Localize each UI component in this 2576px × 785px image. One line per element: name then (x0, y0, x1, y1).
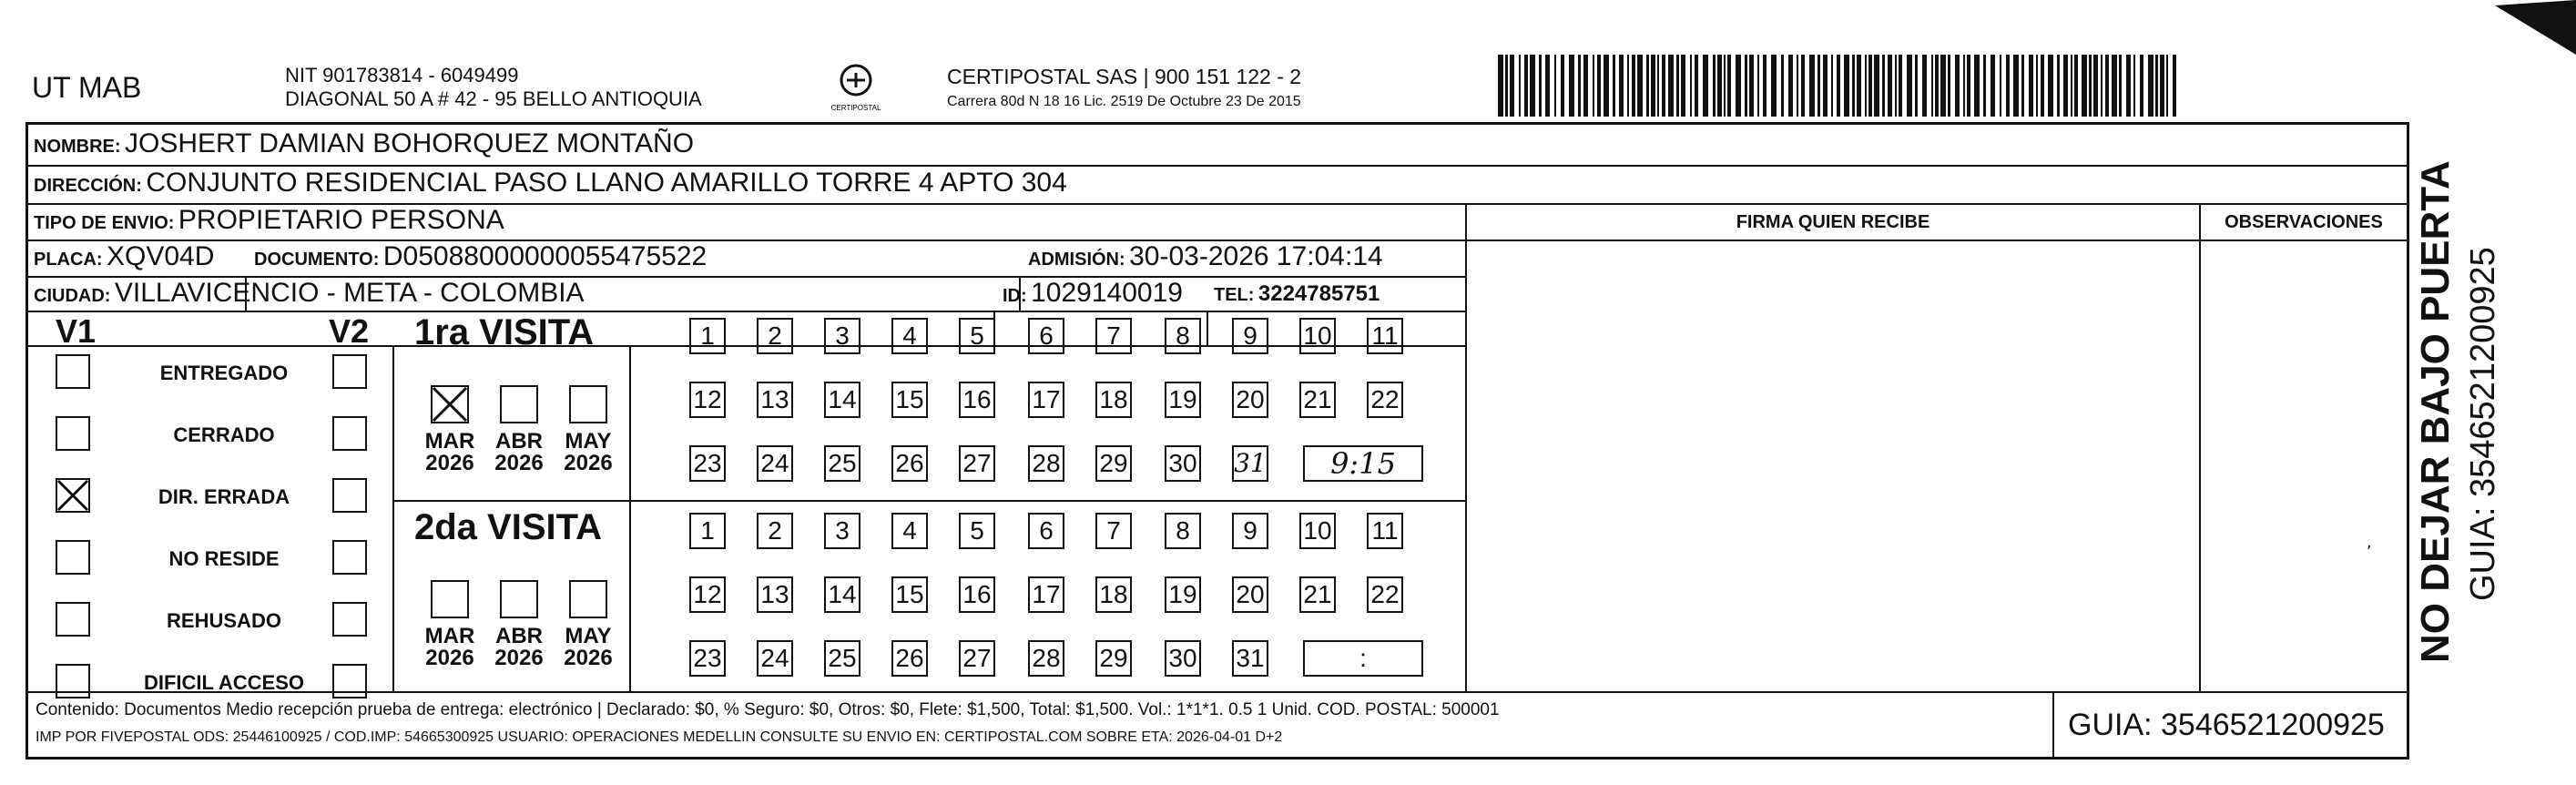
status-label: NO RESIDE (168, 547, 280, 570)
day-cell[interactable]: 14 (824, 382, 860, 418)
month-label (556, 431, 620, 474)
barcode-bar (1681, 55, 1685, 117)
day-cell[interactable]: 16 (959, 576, 995, 613)
barcode-bar (1817, 55, 1820, 117)
day-cell[interactable]: 23 (689, 640, 726, 677)
day-cell[interactable]: 20 (1232, 382, 1268, 418)
barcode-bar (1882, 55, 1885, 117)
sender-address: DIAGONAL 50 A # 42 - 95 BELLO ANTIOQUIA (285, 87, 702, 110)
v1-checkbox[interactable] (56, 664, 90, 698)
month-name: MAY (565, 624, 612, 648)
month-label (418, 431, 482, 474)
barcode-bar (1695, 55, 1698, 117)
barcode-bar (1690, 55, 1692, 117)
barcode-bar (1809, 55, 1815, 117)
day-cell[interactable]: 5 (959, 318, 995, 354)
barcode-bar (1668, 55, 1674, 117)
id-value: 1029140019 (1031, 278, 1183, 308)
barcode-bar (1963, 55, 1965, 117)
month-checkbox[interactable] (500, 580, 538, 618)
day-cell[interactable]: 21 (1299, 576, 1336, 613)
v2-checkbox[interactable] (332, 478, 367, 513)
name-field (34, 128, 694, 159)
print-info-line: IMP POR FIVEPOSTAL ODS: 25446100925 / COD.IMP: 54665300925 USUARIO: OPERACIONES MEDELLIN CONSULTE SU ENVIO EN: CERTIPOSTAL.COM SOBRE ETA: 2026-04-01 D+2 (36, 729, 1283, 745)
day-cell[interactable]: 12 (689, 576, 726, 613)
barcode-bar (1717, 55, 1722, 117)
barcode-bar (1561, 55, 1564, 117)
day-cell[interactable]: 19 (1165, 382, 1201, 418)
v1-checkbox[interactable] (56, 540, 90, 575)
signature-header: FIRMA QUIEN RECIBE (1736, 212, 1930, 232)
v2-checkbox[interactable] (332, 602, 367, 637)
barcode-bar (1619, 55, 1624, 117)
barcode-bar (1935, 55, 1939, 117)
barcode-bar (2082, 55, 2087, 117)
day-cell[interactable]: 3 (824, 318, 860, 354)
admission-field (1028, 241, 1383, 272)
day-cell[interactable]: 24 (757, 640, 793, 677)
certipostal-logo-icon (829, 60, 883, 115)
barcode-bar (1763, 55, 1767, 117)
day-cell[interactable]: 25 (824, 445, 860, 482)
barcode-bar (1852, 55, 1855, 117)
barcode-bar (1888, 55, 1892, 117)
barcode-bar (1837, 55, 1840, 117)
day-cell[interactable]: 1 (689, 318, 726, 354)
barcode-bar (1781, 55, 1784, 117)
v2-checkbox[interactable] (332, 354, 367, 389)
barcode-bar (1578, 55, 1581, 117)
day-cell[interactable]: 19 (1165, 576, 1201, 613)
barcode-bar (1651, 55, 1655, 117)
barcode-bar (1749, 55, 1754, 117)
month-checkbox[interactable] (569, 580, 607, 618)
barcode-bar (1583, 55, 1588, 117)
v1-checkbox[interactable] (56, 602, 90, 637)
nit-line: NIT 901783814 - 6049499 (285, 64, 519, 87)
barcode-bar (1831, 55, 1833, 117)
barcode-bar (1823, 55, 1828, 117)
barcode-bar (1724, 55, 1726, 117)
day-cell[interactable]: 2 (757, 318, 793, 354)
day-cell[interactable]: 4 (891, 513, 928, 549)
barcode-bar (1931, 55, 1933, 117)
sender-info (285, 64, 702, 111)
day-cell[interactable]: 29 (1095, 445, 1132, 482)
day-cell[interactable]: 28 (1028, 445, 1064, 482)
time-field[interactable]: 9:15 (1303, 445, 1423, 482)
barcode-bar (2057, 55, 2060, 117)
observations-header: OBSERVACIONES (2225, 212, 2383, 232)
torn-corner (2495, 0, 2576, 55)
barcode-bar (1857, 55, 1861, 117)
barcode-bar (1632, 55, 1635, 117)
barcode-bar (1646, 55, 1649, 117)
barcode-bar (1505, 55, 1508, 117)
barcode-bar (1895, 55, 1897, 117)
month-year: 2026 (494, 646, 544, 670)
day-cell[interactable]: 2 (757, 513, 793, 549)
month-year: 2026 (564, 646, 613, 670)
barcode-bar (1545, 55, 1550, 117)
barcode-bar (1797, 55, 1798, 117)
license-line: Carrera 80d N 18 16 Lic. 2519 De Octubre 23 De 2015 (947, 94, 1301, 109)
barcode (1498, 55, 2181, 117)
day-cell[interactable]: 8 (1165, 513, 1201, 549)
barcode-bar (2173, 55, 2176, 117)
barcode-bar (1736, 55, 1741, 117)
tel-label: TEL: (1214, 285, 1255, 305)
day-cell[interactable]: 8 (1165, 318, 1201, 354)
day-cell[interactable]: 14 (824, 576, 860, 613)
plate-field (34, 241, 214, 272)
barcode-bar (1637, 55, 1643, 117)
barcode-bar (1948, 55, 1950, 117)
recipient-name: JOSHERT DAMIAN BOHORQUEZ MONTAÑO (125, 128, 695, 158)
city-field (34, 278, 585, 309)
day-cell[interactable]: 3 (824, 513, 860, 549)
barcode-bar (1530, 55, 1535, 117)
org-name: UT MAB (32, 71, 142, 104)
month-name: ABR (495, 624, 543, 648)
month-name: ABR (495, 429, 543, 454)
status-label: REHUSADO (167, 609, 281, 632)
barcode-bar (2160, 55, 2164, 117)
barcode-bar (1967, 55, 1970, 117)
type-label: TIPO DE ENVIO: (34, 213, 175, 233)
day-cell[interactable]: 13 (757, 576, 793, 613)
day-cell[interactable]: 18 (1095, 576, 1132, 613)
barcode-bar (1899, 55, 1902, 117)
day-cell[interactable]: 6 (1028, 318, 1064, 354)
day-cell[interactable]: 9 (1232, 318, 1268, 354)
day-cell[interactable]: 25 (824, 640, 860, 677)
barcode-bar (2148, 55, 2153, 117)
document-value: D05088000000055475522 (382, 241, 708, 271)
day-cell[interactable]: 9 (1232, 513, 1268, 549)
document-field (254, 241, 707, 272)
day-cell[interactable]: 26 (891, 445, 928, 482)
tel-value: 3224785751 (1257, 281, 1380, 306)
tel-field (1214, 281, 1380, 307)
company-line: CERTIPOSTAL SAS | 900 151 122 - 2 (947, 65, 1302, 88)
footer-guia: GUIA: 3546521200925 (2068, 708, 2385, 742)
barcode-bar (2112, 55, 2117, 117)
status-label: CERRADO (173, 423, 275, 446)
month-label (487, 431, 551, 474)
stray-mark: , (2367, 533, 2372, 552)
barcode-bar (1510, 55, 1514, 117)
barcode-bar (1569, 55, 1574, 117)
barcode-bar (1524, 55, 1528, 117)
barcode-bar (1593, 55, 1594, 117)
barcode-bar (2101, 55, 2103, 117)
barcode-bar (2093, 55, 2098, 117)
barcode-bar (1604, 55, 1609, 117)
shipment-type: PROPIETARIO PERSONA (178, 205, 504, 235)
barcode-bar (1788, 55, 1793, 117)
barcode-bar (2013, 55, 2019, 117)
barcode-bar (1874, 55, 1879, 117)
city-label: CIUDAD: (34, 286, 111, 306)
barcode-bar (1676, 55, 1679, 117)
barcode-bar (1662, 55, 1665, 117)
barcode-bar (1940, 55, 1946, 117)
day-cell[interactable]: 16 (959, 382, 995, 418)
day-cell[interactable]: 21 (1299, 382, 1336, 418)
barcode-bar (2071, 55, 2072, 117)
name-label: NOMBRE: (34, 137, 121, 157)
barcode-bar (2119, 55, 2122, 117)
barcode-bar (1498, 55, 1503, 117)
v1-header: V1 (56, 312, 97, 350)
day-cell[interactable]: 10 (1299, 318, 1336, 354)
day-cell[interactable]: 27 (959, 445, 995, 482)
day-cell[interactable]: 12 (689, 382, 726, 418)
day-cell[interactable]: 18 (1095, 382, 1132, 418)
admission-label: ADMISIÓN: (1028, 250, 1125, 270)
day-cell[interactable]: 17 (1028, 382, 1064, 418)
barcode-bar (2166, 55, 2168, 117)
barcode-bar (1703, 55, 1708, 117)
barcode-bar (2000, 55, 2001, 117)
barcode-bar (1757, 55, 1759, 117)
v1-checkbox[interactable] (56, 416, 90, 451)
month-label (418, 626, 482, 669)
barcode-bar (1657, 55, 1659, 117)
barcode-bar (1974, 55, 1980, 117)
day-cell[interactable]: 22 (1367, 576, 1403, 613)
day-cell[interactable]: 23 (689, 445, 726, 482)
barcode-bar (1745, 55, 1747, 117)
barcode-bar (1627, 55, 1629, 117)
month-label (487, 626, 551, 669)
barcode-bar (1539, 55, 1542, 117)
barcode-bar (2140, 55, 2143, 117)
address-label: DIRECCIÓN: (34, 176, 142, 196)
time-field[interactable]: : (1303, 640, 1423, 677)
status-label: ENTREGADO (159, 362, 289, 384)
barcode-bar (1922, 55, 1927, 117)
barcode-bar (2133, 55, 2135, 117)
day-cell[interactable]: 4 (891, 318, 928, 354)
barcode-bar (1519, 55, 1521, 117)
barcode-bar (1801, 55, 1805, 117)
barcode-bar (2063, 55, 2068, 117)
day-cell[interactable]: 11 (1367, 513, 1403, 549)
day-cell[interactable]: 30 (1165, 445, 1201, 482)
day-cell[interactable]: 31 (1232, 640, 1268, 677)
day-cell[interactable]: 17 (1028, 576, 1064, 613)
company-info (947, 64, 1301, 115)
month-name: MAR (424, 624, 475, 648)
day-cell[interactable]: 15 (891, 576, 928, 613)
id-field (1003, 278, 1183, 309)
day-cell[interactable]: 7 (1095, 513, 1132, 549)
month-label (556, 626, 620, 669)
month-year: 2026 (564, 451, 613, 475)
barcode-bar (1915, 55, 1918, 117)
id-label: ID: (1003, 286, 1027, 306)
day-cell[interactable]: 10 (1299, 513, 1336, 549)
barcode-bar (1727, 55, 1731, 117)
checked-x-icon (431, 385, 469, 423)
day-cell[interactable]: 15 (891, 382, 928, 418)
side-warning: NO DEJAR BAJO PUERTA (2413, 160, 2458, 663)
day-cell[interactable]: 29 (1095, 640, 1132, 677)
delivery-form (25, 122, 2409, 760)
contents-line: Contenido: Documentos Medio recepción prueba de entrega: electrónico | Declarado: $0, % Seguro: $0, Otros: $0, Flete: $1,500, Total: $1,500. Vol.: 1*1*1. 0.5 1 Unid. COD. POSTAL: 500001 (36, 700, 1500, 719)
day-cell[interactable]: 27 (959, 640, 995, 677)
month-year: 2026 (494, 451, 544, 475)
v2-checkbox[interactable] (332, 540, 367, 575)
barcode-bar (1771, 55, 1777, 117)
barcode-bar (2006, 55, 2010, 117)
barcode-bar (1865, 55, 1867, 117)
barcode-bar (2021, 55, 2024, 117)
barcode-bar (1554, 55, 1556, 117)
city-value: VILLAVICENCIO - META - COLOMBIA (114, 278, 585, 308)
day-cell[interactable]: 6 (1028, 513, 1064, 549)
barcode-bar (2029, 55, 2033, 117)
logo-text: CERTIPOSTAL (830, 104, 881, 112)
barcode-bar (1991, 55, 1995, 117)
month-name: MAY (565, 429, 612, 454)
type-field (34, 205, 504, 236)
month-checkbox[interactable] (500, 385, 538, 423)
side-guia: GUIA: 3546521200925 (2464, 247, 2502, 601)
barcode-bar (2126, 55, 2131, 117)
second-visit-title: 2da VISITA (414, 507, 602, 547)
plate-value: XQV04D (107, 241, 215, 271)
barcode-bar (2048, 55, 2053, 117)
status-label: DIFICIL ACCESO (143, 671, 304, 694)
barcode-bar (1868, 55, 1872, 117)
day-cell[interactable]: 13 (757, 382, 793, 418)
day-cell[interactable]: 30 (1165, 640, 1201, 677)
barcode-bar (2155, 55, 2158, 117)
first-visit-title: 1ra VISITA (414, 312, 595, 352)
plate-label: PLACA: (34, 250, 103, 270)
barcode-bar (1844, 55, 1849, 117)
month-year: 2026 (425, 646, 474, 670)
barcode-bar (2105, 55, 2109, 117)
day-cell[interactable]: 7 (1095, 318, 1132, 354)
day-cell[interactable]: 31 (1232, 445, 1268, 482)
barcode-bar (1907, 55, 1912, 117)
day-cell[interactable]: 22 (1367, 382, 1403, 418)
barcode-bar (1713, 55, 1716, 117)
day-cell[interactable]: 11 (1367, 318, 1403, 354)
month-name: MAR (424, 429, 475, 454)
day-cell[interactable]: 26 (891, 640, 928, 677)
address-field (34, 168, 1067, 199)
month-checkbox[interactable] (431, 580, 469, 618)
day-cell[interactable]: 5 (959, 513, 995, 549)
v2-checkbox[interactable] (332, 416, 367, 451)
barcode-bar (2089, 55, 2092, 117)
barcode-bar (2041, 55, 2044, 117)
month-checkbox[interactable] (569, 385, 607, 423)
barcode-bar (1613, 55, 1615, 117)
checked-x-icon (56, 478, 90, 513)
status-label: DIR. ERRADA (158, 485, 290, 508)
barcode-bar (1955, 55, 1960, 117)
v1-checkbox[interactable] (56, 354, 90, 389)
v2-checkbox[interactable] (332, 664, 367, 698)
barcode-bar (2074, 55, 2078, 117)
recipient-address: CONJUNTO RESIDENCIAL PASO LLANO AMARILLO TORRE 4 APTO 304 (146, 168, 1067, 198)
barcode-bar (1597, 55, 1601, 117)
admission-value: 30-03-2026 17:04:14 (1129, 241, 1383, 271)
document-label: DOCUMENTO: (254, 250, 380, 270)
barcode-bar (1983, 55, 1986, 117)
day-cell[interactable]: 1 (689, 513, 726, 549)
day-cell[interactable]: 20 (1232, 576, 1268, 613)
barcode-bar (2036, 55, 2038, 117)
month-year: 2026 (425, 451, 474, 475)
day-cell[interactable]: 28 (1028, 640, 1064, 677)
day-cell[interactable]: 24 (757, 445, 793, 482)
v2-header: V2 (329, 312, 370, 350)
